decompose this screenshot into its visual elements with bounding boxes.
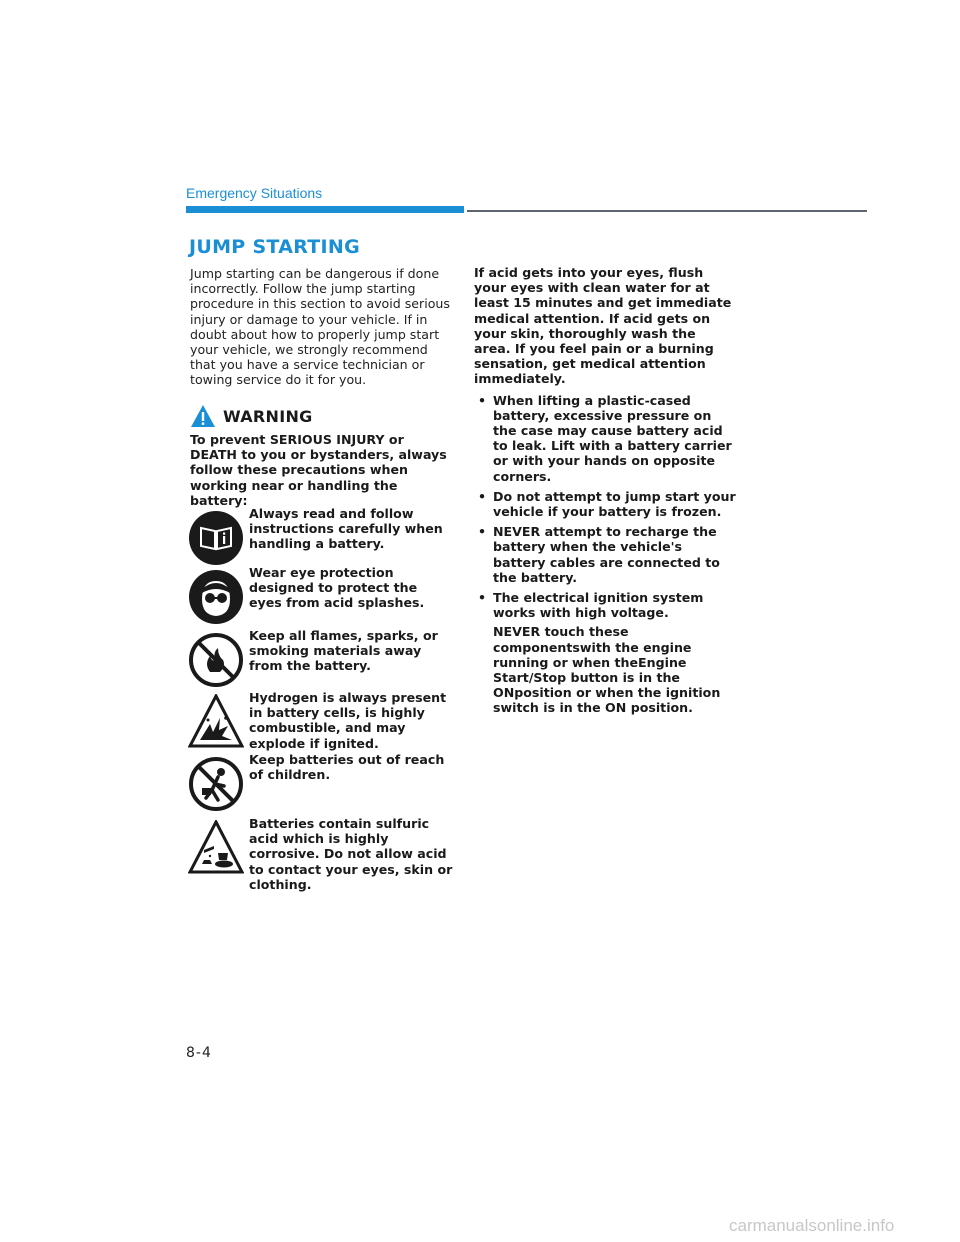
manual-book-icon bbox=[188, 510, 244, 566]
page-title: JUMP STARTING bbox=[189, 236, 361, 258]
keep-children-away-icon bbox=[188, 756, 244, 812]
header-accent-bar bbox=[186, 206, 464, 213]
no-flames-icon bbox=[188, 632, 244, 688]
precaution-text: Keep all flames, sparks, or smoking materials away from the battery. bbox=[249, 628, 438, 674]
bullet-subtext: NEVER touch these componentswith the engine running or when theEngine Start/Stop button is in the ONposition or when the ignition switch is in the ON position. bbox=[493, 624, 721, 716]
bullet-dot: • bbox=[478, 524, 487, 540]
bullet-dot: • bbox=[478, 392, 487, 408]
precaution-item bbox=[188, 628, 454, 692]
bullet-text: NEVER attempt to recharge the battery when the vehicle's battery cables are connected to the battery. bbox=[493, 524, 720, 585]
bullet-text: Do not attempt to jump start your vehicle if your battery is frozen. bbox=[493, 488, 736, 520]
warning-heading bbox=[190, 404, 313, 428]
header-rule bbox=[467, 210, 867, 212]
precaution-text: Batteries contain sulfuric acid which is highly corrosive. Do not allow acid to contact your eyes, skin or clothing. bbox=[249, 816, 453, 892]
precaution-item bbox=[188, 752, 454, 816]
precaution-item bbox=[188, 690, 454, 754]
warning-triangle-icon bbox=[190, 404, 216, 428]
page-number: 8-4 bbox=[186, 1045, 212, 1061]
precaution-bullets bbox=[474, 393, 736, 716]
precaution-text: Keep batteries out of reach of children. bbox=[249, 752, 445, 783]
right-column bbox=[474, 265, 736, 721]
eye-protection-icon bbox=[188, 569, 244, 625]
precaution-text: Hydrogen is always present in battery cells, is highly combustible, and may explode if ignited. bbox=[249, 690, 447, 751]
precaution-item bbox=[188, 506, 454, 570]
bullet-item bbox=[474, 393, 736, 484]
intro-paragraph: Jump starting can be dangerous if done incorrectly. Follow the jump starting procedure in this section to avoid serious injury or damage to your vehicle. If in doubt about how to properly jump start your vehicle, we strongly recommend that you have a service technician or towing service do it for you. bbox=[190, 266, 450, 388]
corrosive-hazard-icon bbox=[188, 820, 244, 876]
bullet-text: The electrical ignition system works with high voltage. bbox=[493, 590, 704, 621]
precaution-item bbox=[188, 565, 454, 629]
acid-first-aid-paragraph: If acid gets into your eyes, flush your eyes with clean water for at least 15 minutes and get immediate medical attention. If acid gets on your skin, thoroughly wash the area. If you feel pain or a burning sensation, get medical attention immediately. bbox=[474, 265, 732, 387]
warning-intro: To prevent SERIOUS INJURY or DEATH to you or bystanders, always follow these precautions when working near or handling the battery: bbox=[190, 432, 447, 508]
bullet-item bbox=[474, 590, 736, 716]
precaution-text: Wear eye protection designed to protect the eyes from acid splashes. bbox=[249, 565, 425, 611]
precaution-item bbox=[188, 816, 454, 892]
watermark: carmanualsonline.info bbox=[729, 1216, 895, 1235]
section-label: Emergency Situations bbox=[186, 185, 323, 201]
bullet-dot: • bbox=[478, 488, 487, 504]
bullet-dot: • bbox=[478, 590, 487, 606]
bullet-text: When lifting a plastic-cased battery, excessive pressure on the case may cause battery acid to leak. Lift with a battery carrier or with your hands on opposite corners. bbox=[493, 392, 732, 484]
bullet-item bbox=[474, 489, 736, 519]
precaution-text: Always read and follow instructions carefully when handling a battery. bbox=[249, 506, 443, 552]
explosion-hazard-icon bbox=[188, 694, 244, 750]
warning-label: WARNING bbox=[223, 406, 313, 426]
bullet-item bbox=[474, 524, 736, 585]
